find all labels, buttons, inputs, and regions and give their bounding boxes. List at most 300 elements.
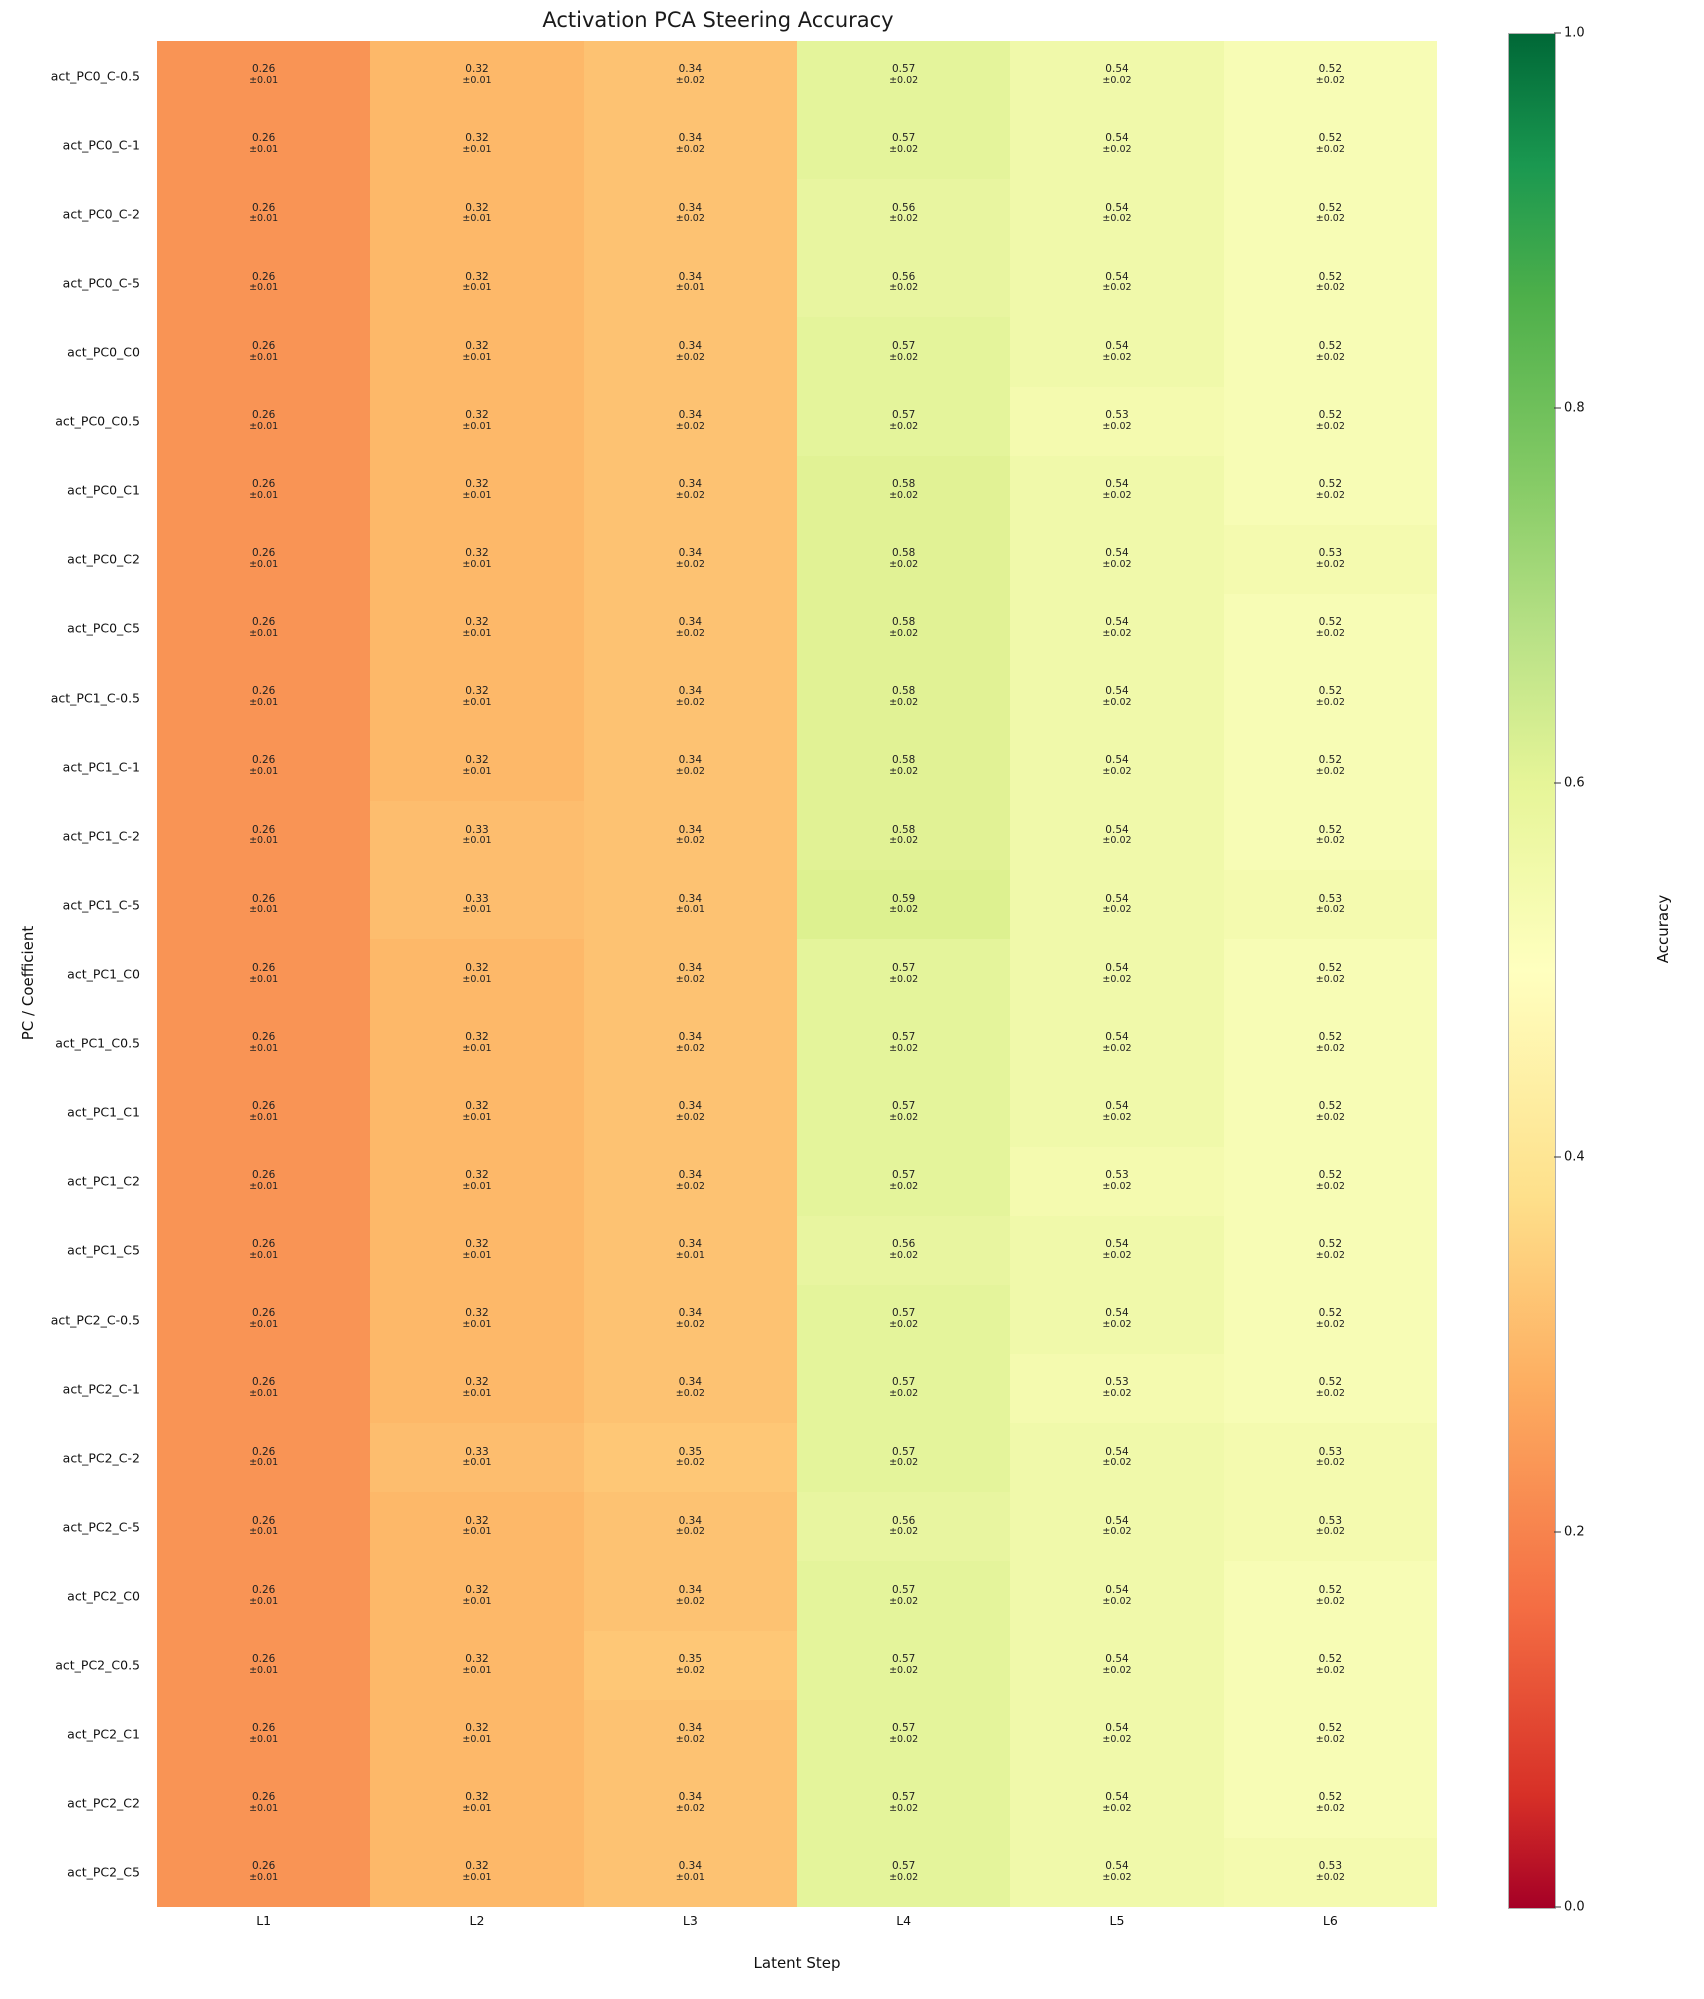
- cell-error: ±0.02: [1102, 558, 1132, 570]
- cell-value: 0.32: [465, 270, 489, 283]
- y-tick-label: act_PC0_C1: [67, 482, 140, 498]
- cell-error: ±0.02: [889, 75, 919, 87]
- cell-value: 0.53: [1105, 1169, 1129, 1182]
- cell-error: ±0.01: [249, 144, 279, 156]
- cell-value: 0.34: [678, 1307, 703, 1320]
- heatmap-cell: [584, 1147, 797, 1216]
- heatmap-cell: [157, 1354, 370, 1423]
- cell-error: ±0.02: [1102, 420, 1132, 432]
- cell-error: ±0.02: [1102, 973, 1132, 985]
- heatmap-cell: [797, 663, 1010, 732]
- cell-error: ±0.02: [1102, 1595, 1132, 1607]
- cell-value: 0.52: [1318, 754, 1343, 767]
- heatmap-cell: [157, 1561, 370, 1630]
- cell-value: 0.54: [1105, 270, 1129, 283]
- heatmap-cell: [370, 1147, 583, 1216]
- cell-error: ±0.01: [462, 1319, 492, 1331]
- cell-error: ±0.02: [889, 282, 919, 294]
- cell-value: 0.26: [251, 1652, 276, 1665]
- heatmap-cell: [584, 41, 797, 110]
- heatmap-cell: [1010, 732, 1223, 801]
- heatmap-cell: [1010, 248, 1223, 317]
- cell-value: 0.52: [1318, 132, 1343, 145]
- cell-error: ±0.02: [1315, 144, 1345, 156]
- cell-value: 0.56: [891, 1514, 916, 1527]
- cell-error: ±0.02: [889, 766, 919, 778]
- cell-value: 0.54: [1105, 132, 1129, 145]
- cell-error: ±0.01: [249, 1802, 279, 1814]
- heatmap-cell: [1224, 1561, 1437, 1630]
- cell-value: 0.26: [251, 1722, 276, 1735]
- heatmap-cell: [370, 663, 583, 732]
- cell-error: ±0.02: [675, 144, 705, 156]
- cell-value: 0.57: [891, 132, 916, 145]
- cell-value: 0.34: [678, 754, 703, 767]
- cell-error: ±0.02: [675, 1664, 705, 1676]
- cell-value: 0.54: [1105, 754, 1129, 767]
- y-tick-label: act_PC1_C1: [67, 1104, 140, 1120]
- cell-error: ±0.01: [249, 1595, 279, 1607]
- y-tick-label: act_PC0_C0: [67, 344, 140, 360]
- cell-error: ±0.02: [889, 558, 919, 570]
- heatmap-cell: [584, 732, 797, 801]
- cell-error: ±0.02: [1315, 766, 1345, 778]
- cell-error: ±0.02: [889, 1319, 919, 1331]
- cell-value: 0.52: [1318, 1652, 1343, 1665]
- heatmap-cell: [584, 939, 797, 1008]
- cell-value: 0.34: [678, 892, 703, 905]
- heatmap-cell: [1224, 179, 1437, 248]
- cell-value: 0.52: [1318, 1169, 1343, 1182]
- heatmap-cell: [584, 1423, 797, 1492]
- cell-error: ±0.02: [675, 558, 705, 570]
- heatmap-cell: [1010, 663, 1223, 732]
- colorbar-tick-mark: [1554, 1157, 1561, 1158]
- cell-error: ±0.02: [889, 420, 919, 432]
- cell-value: 0.54: [1105, 892, 1129, 905]
- cell-error: ±0.01: [462, 1111, 492, 1123]
- cell-value: 0.34: [678, 408, 703, 421]
- cell-value: 0.52: [1318, 201, 1343, 214]
- heatmap-cell: [584, 456, 797, 525]
- cell-value: 0.57: [891, 1376, 916, 1389]
- cell-error: ±0.02: [1315, 1457, 1345, 1469]
- cell-error: ±0.02: [889, 1595, 919, 1607]
- heatmap-cell: [370, 110, 583, 179]
- cell-value: 0.58: [891, 754, 916, 767]
- cell-error: ±0.02: [1315, 1388, 1345, 1400]
- cell-error: ±0.02: [1102, 1319, 1132, 1331]
- cell-value: 0.26: [251, 201, 276, 214]
- cell-value: 0.26: [251, 1307, 276, 1320]
- cell-value: 0.57: [891, 1652, 916, 1665]
- cell-error: ±0.01: [462, 1802, 492, 1814]
- heatmap-cell: [1010, 1769, 1223, 1838]
- cell-error: ±0.02: [889, 1526, 919, 1538]
- cell-value: 0.53: [1318, 1445, 1343, 1458]
- colorbar-tick-mark: [1554, 33, 1561, 34]
- cell-value: 0.34: [678, 1376, 703, 1389]
- heatmap-cell: [157, 1078, 370, 1147]
- heatmap-cell: [1224, 663, 1437, 732]
- cell-value: 0.54: [1105, 1238, 1129, 1251]
- cell-error: ±0.01: [462, 1457, 492, 1469]
- cell-value: 0.53: [1318, 1514, 1343, 1527]
- cell-value: 0.34: [678, 1583, 703, 1596]
- heatmap-cell: [157, 1700, 370, 1769]
- y-tick-label: act_PC2_C-5: [62, 1519, 140, 1535]
- cell-value: 0.57: [891, 1860, 916, 1873]
- cell-error: ±0.01: [462, 558, 492, 570]
- heatmap-cell: [1010, 1285, 1223, 1354]
- cell-error: ±0.02: [675, 1526, 705, 1538]
- y-tick-label: act_PC0_C-1: [62, 137, 140, 153]
- heatmap-cell: [1010, 1147, 1223, 1216]
- cell-value: 0.52: [1318, 823, 1343, 836]
- cell-value: 0.57: [891, 1791, 916, 1804]
- cell-error: ±0.02: [1315, 75, 1345, 87]
- cell-error: ±0.02: [675, 973, 705, 985]
- heatmap-cell: [370, 41, 583, 110]
- cell-error: ±0.02: [1315, 1872, 1345, 1883]
- cell-value: 0.26: [251, 1445, 276, 1458]
- cell-value: 0.26: [251, 1100, 276, 1113]
- colorbar-tick-mark: [1554, 1907, 1561, 1908]
- cell-error: ±0.01: [249, 766, 279, 778]
- cell-error: ±0.01: [249, 835, 279, 847]
- heatmap-cell: [157, 317, 370, 386]
- cell-value: 0.33: [465, 823, 489, 836]
- cell-error: ±0.02: [1315, 904, 1345, 916]
- heatmap-cell: [584, 317, 797, 386]
- cell-value: 0.52: [1318, 408, 1343, 421]
- heatmap-cell: [370, 1285, 583, 1354]
- y-tick-label: act_PC1_C0.5: [55, 1035, 140, 1051]
- heatmap-cell: [1224, 1700, 1437, 1769]
- cell-error: ±0.02: [675, 489, 705, 501]
- heatmap-cell: [157, 456, 370, 525]
- cell-error: ±0.02: [889, 1111, 919, 1123]
- cell-error: ±0.01: [462, 904, 492, 916]
- heatmap-cell: [797, 1009, 1010, 1078]
- cell-value: 0.54: [1105, 1514, 1129, 1527]
- cell-error: ±0.02: [889, 835, 919, 847]
- heatmap-cell: [370, 801, 583, 870]
- cell-error: ±0.02: [1315, 1042, 1345, 1054]
- cell-value: 0.34: [678, 1169, 703, 1182]
- heatmap-cell: [584, 1009, 797, 1078]
- y-tick-label: act_PC1_C2: [67, 1173, 140, 1189]
- cell-error: ±0.02: [1102, 904, 1132, 916]
- cell-value: 0.26: [251, 408, 276, 421]
- cell-error: ±0.02: [1102, 1872, 1132, 1883]
- cell-error: ±0.02: [675, 420, 705, 432]
- cell-error: ±0.02: [1315, 1111, 1345, 1123]
- heatmap-cell: [370, 1700, 583, 1769]
- cell-error: ±0.02: [889, 904, 919, 916]
- cell-error: ±0.02: [1102, 1733, 1132, 1745]
- cell-value: 0.53: [1105, 408, 1129, 421]
- cell-error: ±0.02: [1102, 75, 1132, 87]
- colorbar-gradient: [1508, 33, 1556, 1909]
- heatmap-cell: [797, 179, 1010, 248]
- cell-error: ±0.01: [462, 766, 492, 778]
- cell-value: 0.34: [678, 961, 703, 974]
- heatmap-cell: [797, 525, 1010, 594]
- cell-value: 0.32: [465, 408, 489, 421]
- cell-value: 0.58: [891, 478, 916, 491]
- cell-error: ±0.01: [462, 973, 492, 985]
- cell-error: ±0.02: [1102, 213, 1132, 225]
- cell-error: ±0.02: [675, 1180, 705, 1192]
- heatmap-cell: [157, 1631, 370, 1700]
- cell-value: 0.53: [1318, 1860, 1343, 1873]
- heatmap-plot-area: [157, 41, 1437, 1907]
- cell-value: 0.26: [251, 1376, 276, 1389]
- x-tick-label: L6: [1322, 1913, 1338, 1928]
- cell-value: 0.54: [1105, 1030, 1129, 1043]
- cell-value: 0.34: [678, 616, 703, 629]
- cell-value: 0.52: [1318, 1100, 1343, 1113]
- heatmap-cell: [584, 663, 797, 732]
- y-tick-label: act_PC2_C-0.5: [50, 1312, 140, 1328]
- y-tick-label: act_PC1_C5: [67, 1242, 140, 1258]
- cell-error: ±0.02: [889, 1872, 919, 1883]
- cell-value: 0.58: [891, 547, 916, 560]
- cell-value: 0.26: [251, 547, 276, 560]
- heatmap-cell: [157, 1009, 370, 1078]
- heatmap-cell: [584, 1769, 797, 1838]
- cell-value: 0.52: [1318, 1376, 1343, 1389]
- heatmap-cell: [797, 939, 1010, 1008]
- cell-value: 0.54: [1105, 1445, 1129, 1458]
- heatmap-cell: [370, 248, 583, 317]
- cell-error: ±0.01: [249, 628, 279, 639]
- cell-error: ±0.01: [249, 1664, 279, 1676]
- cell-error: ±0.02: [675, 766, 705, 778]
- cell-value: 0.57: [891, 1722, 916, 1735]
- cell-error: ±0.01: [249, 1111, 279, 1123]
- heatmap-cell: [797, 1631, 1010, 1700]
- heatmap-cell: [584, 1078, 797, 1147]
- heatmap-cell: [1224, 1769, 1437, 1838]
- cell-value: 0.54: [1105, 1652, 1129, 1665]
- heatmap-cell: [157, 1423, 370, 1492]
- cell-value: 0.52: [1318, 339, 1343, 352]
- y-tick-label: act_PC1_C-1: [62, 759, 140, 775]
- cell-error: ±0.01: [462, 1042, 492, 1054]
- colorbar-tick-label: 0.0: [1564, 1899, 1585, 1915]
- cell-value: 0.32: [465, 1860, 489, 1873]
- cell-value: 0.57: [891, 1030, 916, 1043]
- x-axis-title: Latent Step: [753, 1954, 841, 1972]
- cell-value: 0.32: [465, 1652, 489, 1665]
- cell-value: 0.32: [465, 1376, 489, 1389]
- heatmap-cell: [584, 1700, 797, 1769]
- heatmap-cell: [797, 1561, 1010, 1630]
- x-tick-label: L1: [256, 1913, 272, 1928]
- cell-error: ±0.02: [675, 75, 705, 87]
- cell-error: ±0.02: [889, 1664, 919, 1676]
- cell-value: 0.58: [891, 616, 916, 629]
- heatmap-cell: [370, 870, 583, 939]
- cell-error: ±0.01: [675, 1250, 705, 1261]
- cell-value: 0.57: [891, 408, 916, 421]
- cell-error: ±0.02: [1102, 351, 1132, 363]
- cell-value: 0.34: [678, 132, 703, 145]
- cell-value: 0.56: [891, 201, 916, 214]
- y-tick-label: act_PC1_C0: [67, 966, 140, 982]
- cell-value: 0.35: [678, 1652, 703, 1665]
- heatmap-cell: [797, 1838, 1010, 1907]
- heatmap-cell: [797, 801, 1010, 870]
- cell-error: ±0.01: [249, 489, 279, 501]
- cell-error: ±0.02: [1102, 1457, 1132, 1469]
- cell-error: ±0.01: [462, 697, 492, 709]
- cell-error: ±0.02: [1315, 558, 1345, 570]
- cell-value: 0.57: [891, 961, 916, 974]
- heatmap-cell: [370, 1216, 583, 1285]
- heatmap-cell: [1224, 1354, 1437, 1423]
- heatmap-cell: [797, 1769, 1010, 1838]
- cell-error: ±0.01: [249, 213, 279, 225]
- y-tick-label: act_PC2_C2: [67, 1795, 140, 1811]
- y-tick-label: act_PC0_C-0.5: [50, 68, 140, 84]
- cell-value: 0.54: [1105, 1307, 1129, 1320]
- cell-error: ±0.01: [249, 697, 279, 709]
- heatmap-cell: [1224, 317, 1437, 386]
- y-tick-label: act_PC0_C5: [67, 620, 140, 636]
- heatmap-cell: [370, 1561, 583, 1630]
- cell-error: ±0.02: [675, 1733, 705, 1745]
- cell-value: 0.32: [465, 132, 489, 145]
- cell-error: ±0.02: [889, 351, 919, 363]
- cell-error: ±0.01: [249, 1250, 279, 1261]
- cell-value: 0.52: [1318, 616, 1343, 629]
- heatmap-cell: [1224, 1285, 1437, 1354]
- y-tick-label: act_PC2_C5: [67, 1864, 140, 1880]
- cell-error: ±0.01: [462, 489, 492, 501]
- cell-error: ±0.02: [1315, 1526, 1345, 1538]
- cell-value: 0.33: [465, 1445, 489, 1458]
- heatmap-cell: [1010, 1009, 1223, 1078]
- cell-error: ±0.02: [1315, 351, 1345, 363]
- cell-error: ±0.01: [462, 1595, 492, 1607]
- heatmap-cell: [1224, 1147, 1437, 1216]
- heatmap-cell: [1224, 41, 1437, 110]
- heatmap-cell: [797, 387, 1010, 456]
- y-tick-label: act_PC2_C1: [67, 1726, 140, 1742]
- cell-error: ±0.02: [675, 1388, 705, 1400]
- heatmap-cell: [157, 179, 370, 248]
- heatmap-cell: [797, 110, 1010, 179]
- heatmap-cell: [797, 870, 1010, 939]
- cell-value: 0.34: [678, 339, 703, 352]
- heatmap-cell: [370, 1009, 583, 1078]
- cell-value: 0.58: [891, 685, 916, 698]
- cell-error: ±0.02: [1102, 489, 1132, 501]
- cell-error: ±0.02: [675, 1319, 705, 1331]
- cell-value: 0.32: [465, 1030, 489, 1043]
- cell-error: ±0.01: [462, 213, 492, 225]
- heatmap-cell: [584, 1492, 797, 1561]
- cell-value: 0.57: [891, 1445, 916, 1458]
- cell-error: ±0.02: [675, 1595, 705, 1607]
- cell-value: 0.35: [678, 1445, 703, 1458]
- heatmap-cell: [1010, 1631, 1223, 1700]
- cell-value: 0.57: [891, 1169, 916, 1182]
- colorbar-tick-labels: [1554, 25, 1614, 1915]
- heatmap-cell: [370, 179, 583, 248]
- cell-value: 0.52: [1318, 1583, 1343, 1596]
- heatmap-cell: [370, 456, 583, 525]
- colorbar-tick-label: 1.0: [1564, 25, 1585, 41]
- cell-value: 0.32: [465, 339, 489, 352]
- cell-value: 0.52: [1318, 478, 1343, 491]
- heatmap-cell: [370, 939, 583, 1008]
- heatmap-cell: [584, 179, 797, 248]
- cell-error: ±0.02: [1315, 1664, 1345, 1676]
- cell-error: ±0.01: [249, 904, 279, 916]
- heatmap-cell: [1010, 1838, 1223, 1907]
- cell-error: ±0.02: [889, 1180, 919, 1192]
- heatmap-cell: [1010, 1492, 1223, 1561]
- x-tick-label: L4: [896, 1913, 912, 1928]
- heatmap-cell: [1224, 1492, 1437, 1561]
- cell-value: 0.26: [251, 270, 276, 283]
- cell-error: ±0.01: [249, 282, 279, 294]
- heatmap-cell: [1224, 1631, 1437, 1700]
- heatmap-cell: [157, 594, 370, 663]
- heatmap-cell: [157, 248, 370, 317]
- cell-value: 0.54: [1105, 616, 1129, 629]
- cell-value: 0.52: [1318, 270, 1343, 283]
- cell-value: 0.57: [891, 1583, 916, 1596]
- cell-error: ±0.02: [1102, 697, 1132, 709]
- cell-error: ±0.02: [889, 1250, 919, 1261]
- cell-error: ±0.02: [889, 144, 919, 156]
- heatmap-cell: [584, 248, 797, 317]
- cell-error: ±0.02: [889, 628, 919, 639]
- cell-value: 0.26: [251, 132, 276, 145]
- cell-value: 0.32: [465, 1307, 489, 1320]
- cell-value: 0.32: [465, 63, 489, 76]
- heatmap-cell: [797, 248, 1010, 317]
- cell-value: 0.34: [678, 63, 703, 76]
- heatmap-cell: [797, 41, 1010, 110]
- y-tick-label: act_PC0_C2: [67, 551, 140, 567]
- cell-value: 0.52: [1318, 1030, 1343, 1043]
- cell-error: ±0.02: [889, 213, 919, 225]
- heatmap-cell: [157, 939, 370, 1008]
- heatmap-cell: [1224, 525, 1437, 594]
- cell-error: ±0.01: [249, 420, 279, 432]
- cell-value: 0.34: [678, 1514, 703, 1527]
- cell-error: ±0.02: [675, 628, 705, 639]
- cell-value: 0.52: [1318, 961, 1343, 974]
- colorbar-tick-mark: [1554, 782, 1561, 783]
- cell-error: ±0.02: [1102, 766, 1132, 778]
- cell-value: 0.26: [251, 616, 276, 629]
- cell-error: ±0.02: [1102, 1664, 1132, 1676]
- y-tick-label: act_PC2_C0.5: [55, 1657, 140, 1673]
- heatmap-cell: [797, 317, 1010, 386]
- heatmap-cell: [584, 525, 797, 594]
- cell-value: 0.56: [891, 1238, 916, 1251]
- cell-value: 0.54: [1105, 1860, 1129, 1873]
- heatmap-cell: [157, 1216, 370, 1285]
- cell-value: 0.26: [251, 892, 276, 905]
